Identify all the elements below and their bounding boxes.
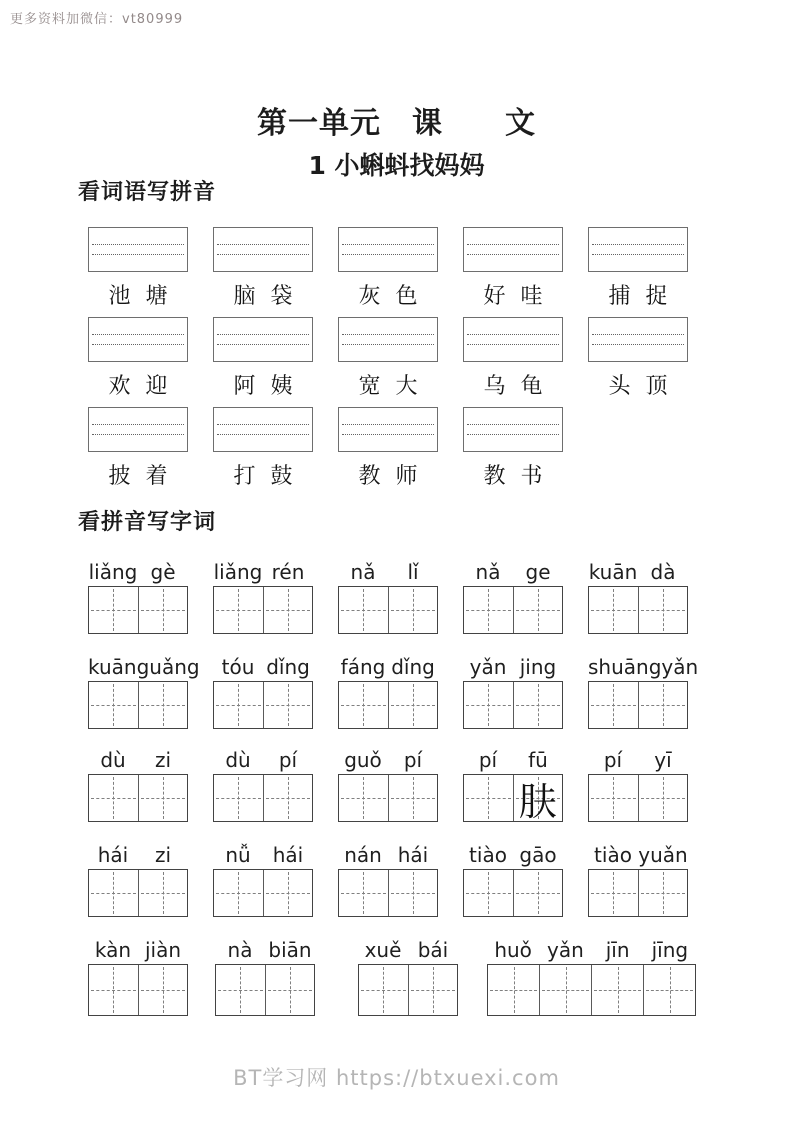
- grid-cell: [388, 775, 438, 821]
- grid-cell: [138, 587, 188, 633]
- tian-grid-box: [463, 586, 563, 634]
- tian-grid-box: [588, 869, 688, 917]
- word-label: 捕 捉: [608, 284, 668, 309]
- tian-grid-box: [213, 869, 313, 917]
- word-label: 灰 色: [358, 284, 418, 309]
- pinyin-writing-item: [463, 227, 563, 310]
- pinyin-label-row: [463, 744, 563, 774]
- grid-cell: [539, 965, 591, 1015]
- tian-grid-box: [463, 869, 563, 917]
- pinyin-syllable: liǎng: [88, 560, 138, 584]
- pinyin-label-row: [88, 839, 188, 869]
- pinyin-syllable: shuāng: [588, 655, 662, 679]
- section1-header: 看词语写拼音: [78, 180, 217, 205]
- tian-grid-box: [338, 681, 438, 729]
- pinyin-syllable: pí: [478, 748, 498, 772]
- pinyin-ruled-box: [588, 227, 688, 272]
- grid-cell: [89, 870, 138, 916]
- word-label: 好 哇: [483, 284, 543, 309]
- character-writing-group: [588, 839, 688, 917]
- grid-cell: [263, 587, 313, 633]
- pinyin-label-row: [215, 934, 315, 964]
- word-label: 教 书: [483, 464, 543, 489]
- pinyin-syllable: kàn: [94, 938, 132, 962]
- pinyin-syllable: gāo: [519, 843, 557, 867]
- grid-cell: [214, 870, 263, 916]
- pinyin-writing-item: [88, 227, 188, 310]
- tian-grid-box: [338, 586, 438, 634]
- word-label: 头 顶: [608, 374, 668, 399]
- pinyin-label-row: [338, 651, 438, 681]
- tian-grid-box: [588, 586, 688, 634]
- pinyin-label-row: [463, 556, 563, 586]
- pinyin-syllable: guǒ: [344, 748, 382, 772]
- grid-cell: [513, 682, 563, 728]
- grid-cell: [339, 870, 388, 916]
- character-writing-group: [213, 556, 313, 634]
- pinyin-syllable: ge: [525, 560, 551, 584]
- tian-grid-box: [215, 964, 315, 1016]
- pinyin-label-row: [588, 744, 688, 774]
- character-writing-group: [588, 651, 699, 729]
- pinyin-syllable: dù: [225, 748, 251, 772]
- pinyin-syllable: tiào: [594, 843, 632, 867]
- pinyin-syllable: nǎ: [350, 560, 376, 584]
- grid-cell: [638, 587, 688, 633]
- character-writing-group: [213, 744, 313, 822]
- footer-text: BT学习网 https://btxuexi.com: [233, 1066, 560, 1090]
- grid-cell: [408, 965, 458, 1015]
- tian-grid-box: [588, 681, 688, 729]
- grid-cell: [263, 870, 313, 916]
- word-label: 宽 大: [358, 374, 418, 399]
- pinyin-ruled-box: [338, 227, 438, 272]
- pinyin-writing-item: [338, 317, 438, 400]
- pinyin-syllable: dù: [100, 748, 126, 772]
- pinyin-ruled-box: [88, 317, 188, 362]
- pinyin-ruled-box: [463, 227, 563, 272]
- pinyin-syllable: hái: [97, 843, 129, 867]
- grid-cell: [265, 965, 315, 1015]
- pinyin-ruled-box: [213, 407, 313, 452]
- pinyin-syllable: dǐng: [391, 655, 435, 679]
- grid-cell: [339, 587, 388, 633]
- pinyin-label-row: [358, 934, 458, 964]
- pinyin-ruled-box: [338, 407, 438, 452]
- tian-grid-box: [88, 586, 188, 634]
- grid-cell: [638, 682, 688, 728]
- pinyin-syllable: nà: [227, 938, 253, 962]
- grid-cell: [138, 775, 188, 821]
- pinyin-writing-item: [88, 317, 188, 400]
- pinyin-writing-item: [213, 317, 313, 400]
- pinyin-writing-item: [463, 407, 563, 490]
- character-writing-group: [213, 839, 313, 917]
- grid-cell: [214, 587, 263, 633]
- word-label: 乌 龟: [483, 374, 543, 399]
- pinyin-writing-item: [213, 227, 313, 310]
- grid-cell: [89, 682, 138, 728]
- pinyin-label-row: [338, 839, 438, 869]
- character-writing-group: [88, 934, 188, 1016]
- grid-cell: [138, 965, 188, 1015]
- grid-cell: [89, 775, 138, 821]
- tian-grid-box: [463, 774, 563, 822]
- grid-cell: [388, 870, 438, 916]
- character-writing-group: [588, 744, 688, 822]
- tian-grid-box: [487, 964, 696, 1016]
- grid-cell: [589, 775, 638, 821]
- pinyin-label-row: [213, 651, 313, 681]
- pinyin-syllable: lǐ: [407, 560, 419, 584]
- grid-cell: [464, 870, 513, 916]
- grid-cell: [513, 775, 563, 824]
- pinyin-syllable: yī: [654, 748, 672, 772]
- pinyin-syllable: nǎ: [475, 560, 501, 584]
- pinyin-ruled-box: [213, 317, 313, 362]
- pinyin-syllable: yǎn: [661, 655, 699, 679]
- word-label: 欢 迎: [108, 374, 168, 399]
- pinyin-ruled-box: [338, 317, 438, 362]
- character-writing-group: [463, 839, 563, 917]
- grid-cell: [488, 965, 539, 1015]
- pinyin-syllable: huǒ: [494, 938, 532, 962]
- pinyin-label-row: [338, 744, 438, 774]
- pinyin-syllable: zi: [154, 748, 172, 772]
- tian-grid-box: [88, 681, 188, 729]
- pinyin-syllable: fū: [528, 748, 548, 772]
- grid-cell: [263, 682, 313, 728]
- character-writing-group: [338, 651, 438, 729]
- pinyin-label-row: [88, 744, 188, 774]
- pinyin-label-row: [88, 934, 188, 964]
- grid-cell: [214, 682, 263, 728]
- pinyin-syllable: nán: [344, 843, 382, 867]
- pinyin-label-row: [88, 556, 188, 586]
- pinyin-syllable: zi: [154, 843, 172, 867]
- grid-cell: [464, 682, 513, 728]
- word-label: 阿 姨: [233, 374, 293, 399]
- grid-cell: [513, 870, 563, 916]
- pinyin-syllable: fáng: [340, 655, 386, 679]
- pinyin-syllable: jīn: [605, 938, 630, 962]
- pinyin-syllable: pí: [603, 748, 623, 772]
- grid-cell: [589, 587, 638, 633]
- word-label: 池 塘: [108, 284, 168, 309]
- tian-grid-box: [338, 869, 438, 917]
- grid-cell: [89, 965, 138, 1015]
- pinyin-label-row: [487, 934, 696, 964]
- pinyin-syllable: yǎn: [546, 938, 584, 962]
- tian-grid-box: [213, 586, 313, 634]
- pinyin-syllable: nǚ: [225, 843, 251, 867]
- pinyin-label-row: [588, 839, 688, 869]
- grid-cell: [138, 682, 188, 728]
- grid-cell: [214, 775, 263, 821]
- pinyin-writing-item: [213, 407, 313, 490]
- pinyin-writing-item: [588, 317, 688, 400]
- pinyin-syllable: hái: [272, 843, 304, 867]
- word-label: 打 鼓: [233, 464, 293, 489]
- pinyin-ruled-box: [213, 227, 313, 272]
- grid-cell: [589, 682, 638, 728]
- pinyin-syllable: pí: [403, 748, 423, 772]
- pinyin-syllable: kuān: [88, 655, 137, 679]
- grid-cell: [359, 965, 408, 1015]
- character-writing-group: [88, 839, 188, 917]
- tian-grid-box: [358, 964, 458, 1016]
- character-writing-group: [358, 934, 458, 1016]
- pinyin-label-row: [213, 556, 313, 586]
- lesson-title: 1 小蝌蚪找妈妈: [308, 151, 485, 180]
- pinyin-syllable: jiàn: [144, 938, 182, 962]
- pinyin-writing-item: [88, 407, 188, 490]
- character-writing-group: [213, 651, 313, 729]
- pinyin-ruled-box: [463, 407, 563, 452]
- word-label: 脑 袋: [233, 284, 293, 309]
- pinyin-syllable: pí: [278, 748, 298, 772]
- pinyin-syllable: tiào: [469, 843, 507, 867]
- pinyin-syllable: jing: [519, 655, 557, 679]
- pinyin-label-row: [338, 556, 438, 586]
- character-writing-group: [463, 744, 563, 822]
- pinyin-writing-item: [588, 227, 688, 310]
- pinyin-ruled-box: [588, 317, 688, 362]
- character-writing-group: [338, 839, 438, 917]
- pinyin-syllable: biān: [268, 938, 312, 962]
- grid-cell: [138, 870, 188, 916]
- word-label: 披 着: [108, 464, 168, 489]
- filled-character: 肤: [518, 779, 557, 824]
- page-title: 第一单元 课 文: [257, 106, 536, 141]
- grid-cell: [513, 587, 563, 633]
- grid-cell: [388, 587, 438, 633]
- pinyin-syllable: bái: [417, 938, 449, 962]
- pinyin-syllable: dà: [650, 560, 676, 584]
- pinyin-writing-item: [463, 317, 563, 400]
- grid-cell: [464, 587, 513, 633]
- tian-grid-box: [88, 964, 188, 1016]
- tian-grid-box: [88, 869, 188, 917]
- tian-grid-box: [338, 774, 438, 822]
- tian-grid-box: [213, 681, 313, 729]
- character-writing-group: [215, 934, 315, 1016]
- pinyin-label-row: [588, 556, 688, 586]
- pinyin-ruled-box: [463, 317, 563, 362]
- pinyin-syllable: jīng: [651, 938, 689, 962]
- character-writing-group: [88, 744, 188, 822]
- character-writing-group: [463, 556, 563, 634]
- pinyin-syllable: yǎn: [469, 655, 507, 679]
- grid-cell: [643, 965, 695, 1015]
- tian-grid-box: [88, 774, 188, 822]
- pinyin-writing-item: [338, 407, 438, 490]
- pinyin-label-row: [588, 651, 699, 681]
- grid-cell: [89, 587, 138, 633]
- character-writing-group: [338, 744, 438, 822]
- grid-cell: [216, 965, 265, 1015]
- grid-cell: [589, 870, 638, 916]
- grid-cell: [339, 682, 388, 728]
- character-writing-group: [463, 651, 563, 729]
- character-writing-group: [588, 556, 688, 634]
- section2-header: 看拼音写字词: [78, 510, 217, 535]
- grid-cell: [638, 870, 688, 916]
- pinyin-syllable: gè: [150, 560, 176, 584]
- character-writing-group: [88, 556, 188, 634]
- pinyin-syllable: xuě: [364, 938, 402, 962]
- pinyin-writing-item: [338, 227, 438, 310]
- tian-grid-box: [213, 774, 313, 822]
- grid-cell: [339, 775, 388, 821]
- grid-cell: [388, 682, 438, 728]
- pinyin-label-row: [88, 651, 200, 681]
- character-writing-group: [487, 934, 696, 1016]
- pinyin-ruled-box: [88, 227, 188, 272]
- pinyin-syllable: yuǎn: [638, 843, 688, 867]
- character-writing-group: [338, 556, 438, 634]
- pinyin-syllable: kuān: [588, 560, 638, 584]
- tian-grid-box: [588, 774, 688, 822]
- pinyin-syllable: tóu: [221, 655, 255, 679]
- pinyin-ruled-box: [88, 407, 188, 452]
- pinyin-label-row: [463, 839, 563, 869]
- watermark-text: 更多资料加微信：vt80999: [10, 12, 184, 27]
- pinyin-syllable: hái: [397, 843, 429, 867]
- pinyin-label-row: [463, 651, 563, 681]
- character-writing-group: [88, 651, 200, 729]
- tian-grid-box: [463, 681, 563, 729]
- pinyin-label-row: [213, 744, 313, 774]
- grid-cell: [591, 965, 643, 1015]
- grid-cell: [638, 775, 688, 821]
- pinyin-label-row: [213, 839, 313, 869]
- grid-cell: [464, 775, 513, 821]
- grid-cell: [263, 775, 313, 821]
- pinyin-syllable: dǐng: [266, 655, 310, 679]
- pinyin-syllable: guǎng: [136, 655, 200, 679]
- pinyin-syllable: liǎng: [213, 560, 263, 584]
- word-label: 教 师: [358, 464, 418, 489]
- pinyin-syllable: rén: [271, 560, 305, 584]
